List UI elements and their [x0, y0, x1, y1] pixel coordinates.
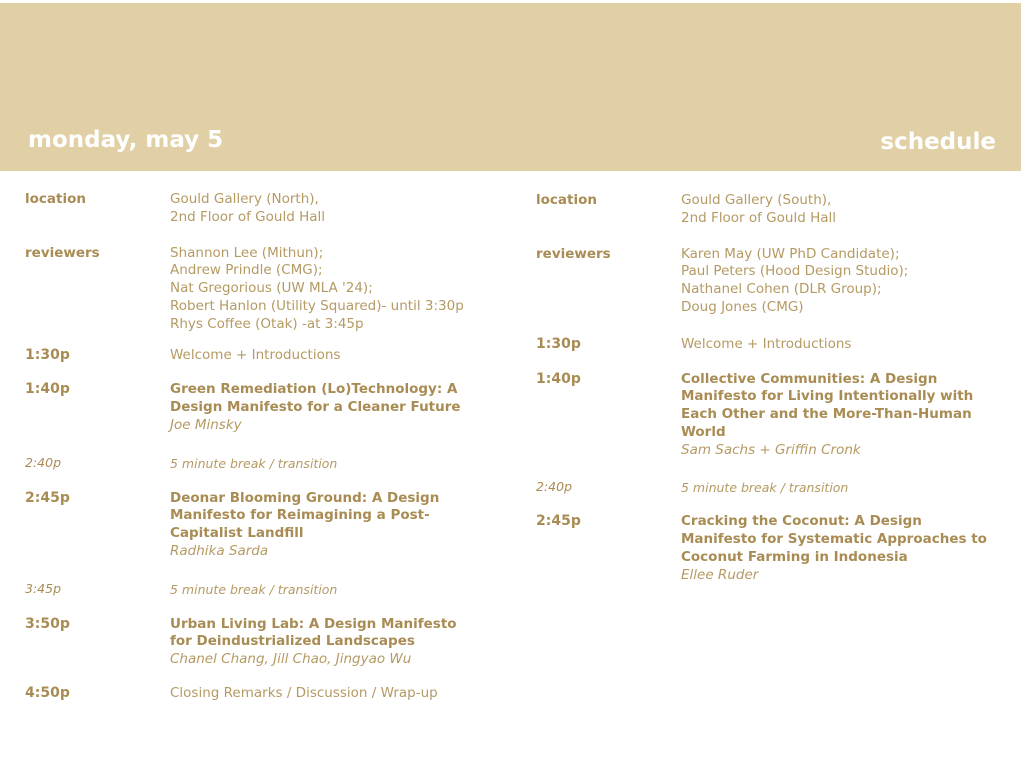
- presenter: Joe Minsky: [170, 416, 242, 433]
- session-title: [681, 513, 1001, 566]
- session-title-rest: A Design Manifesto for Reimagining a Post-Capitalist Landfill: [170, 489, 440, 542]
- location-line: Gould Gallery (South),: [681, 192, 832, 208]
- session-title-rest: A Design Manifesto for Deindustrialized Landscapes: [170, 615, 457, 650]
- location-line: 2nd Floor of Gould Hall: [170, 208, 325, 225]
- session-title-rest: A Design Manifesto for a Cleaner Future: [170, 381, 461, 416]
- location-row: [536, 192, 1001, 228]
- break-time: 2:40p: [25, 454, 62, 470]
- break-text: 5 minute break / transition: [681, 479, 849, 495]
- session-block: [681, 371, 1001, 460]
- break-time: 3:45p: [25, 580, 62, 596]
- session-title: [170, 381, 470, 417]
- session-block: [681, 513, 1001, 584]
- time-label: 1:40p: [25, 381, 70, 398]
- session-title-rest: A Design Manifesto for Living Intentionally with Each Other and the More-Than-Human World: [681, 370, 974, 440]
- reviewer: Robert Hanlon (Utility Squared)- until 3:30p: [170, 297, 464, 314]
- location-line: 2nd Floor of Gould Hall: [681, 209, 836, 226]
- time-label: 4:50p: [25, 684, 70, 701]
- location-value: [170, 191, 480, 227]
- presenter: Radhika Sarda: [170, 542, 269, 559]
- session-title-rest: A Design Manifesto for Systematic Approaches to Coconut Farming in Indonesia: [681, 513, 987, 565]
- reviewers-list: [681, 246, 1001, 317]
- session-title-bold: Green Remediation (Lo)Technology:: [170, 381, 443, 398]
- session-text: Welcome + Introductions: [170, 346, 341, 363]
- reviewer: Paul Peters (Hood Design Studio);: [681, 263, 909, 280]
- break-row: [25, 581, 480, 599]
- session-block: [170, 381, 470, 434]
- location-label: location: [25, 191, 86, 207]
- schedule-row: [25, 616, 480, 669]
- session-title-bold: Cracking the Coconut:: [681, 513, 850, 530]
- reviewer: Doug Jones (CMG): [681, 298, 804, 315]
- reviewer: Rhys Coffee (Otak) -at 3:45p: [170, 315, 364, 332]
- break-text: 5 minute break / transition: [170, 581, 338, 597]
- break-row: [536, 479, 1001, 497]
- schedule-row: [25, 490, 480, 561]
- time-label: 2:45p: [25, 489, 70, 506]
- location-value: [681, 192, 1001, 228]
- schedule-heading: schedule: [880, 129, 996, 155]
- reviewer: Karen May (UW PhD Candidate);: [681, 245, 900, 262]
- break-text: 5 minute break / transition: [170, 455, 338, 471]
- header-band: [0, 3, 1021, 171]
- session-text: Closing Remarks / Discussion / Wrap-up: [170, 684, 438, 701]
- session-title: [170, 490, 460, 543]
- session-block: [170, 616, 480, 669]
- time-label: 1:30p: [25, 346, 70, 363]
- time-label: 3:50p: [25, 615, 70, 632]
- session-title: [681, 371, 1001, 442]
- schedule-row: [536, 513, 1001, 584]
- session-block: [170, 490, 460, 561]
- presenter: Sam Sachs + Griffin Cronk: [681, 441, 861, 458]
- left-column: [25, 191, 480, 703]
- reviewers-row: [536, 246, 1001, 317]
- schedule-row: [25, 347, 480, 365]
- session-title-bold: Urban Living Lab:: [170, 615, 305, 632]
- session-text: Welcome + Introductions: [681, 335, 852, 352]
- reviewer: Nat Gregorious (UW MLA '24);: [170, 280, 373, 297]
- session-title-bold: Collective Communities:: [681, 370, 866, 387]
- reviewers-list: [170, 245, 480, 334]
- reviewer: Andrew Prindle (CMG);: [170, 262, 323, 279]
- day-heading: monday, may 5: [28, 127, 224, 153]
- schedule-row: [536, 371, 1001, 460]
- presenter: Ellee Ruder: [681, 566, 759, 583]
- session-title-bold: Deonar Blooming Ground:: [170, 489, 368, 506]
- schedule-row: [25, 685, 480, 703]
- location-row: [25, 191, 480, 227]
- time-label: 1:30p: [536, 335, 581, 352]
- presenter: Chanel Chang, Jill Chao, Jingyao Wu: [170, 651, 412, 668]
- reviewer: Shannon Lee (Mithun);: [170, 244, 324, 261]
- schedule-row: [536, 336, 1001, 354]
- location-line: Gould Gallery (North),: [170, 191, 319, 207]
- time-label: 2:45p: [536, 513, 581, 530]
- location-label: location: [536, 192, 597, 208]
- time-label: 1:40p: [536, 370, 581, 387]
- break-row: [25, 455, 480, 473]
- reviewers-label: reviewers: [25, 244, 100, 261]
- reviewer: Nathanel Cohen (DLR Group);: [681, 281, 882, 298]
- reviewers-row: [25, 245, 480, 334]
- break-time: 2:40p: [536, 478, 573, 494]
- schedule-row: [25, 381, 480, 434]
- right-column: [536, 191, 1001, 585]
- reviewers-label: reviewers: [536, 245, 611, 262]
- session-title: [170, 616, 480, 652]
